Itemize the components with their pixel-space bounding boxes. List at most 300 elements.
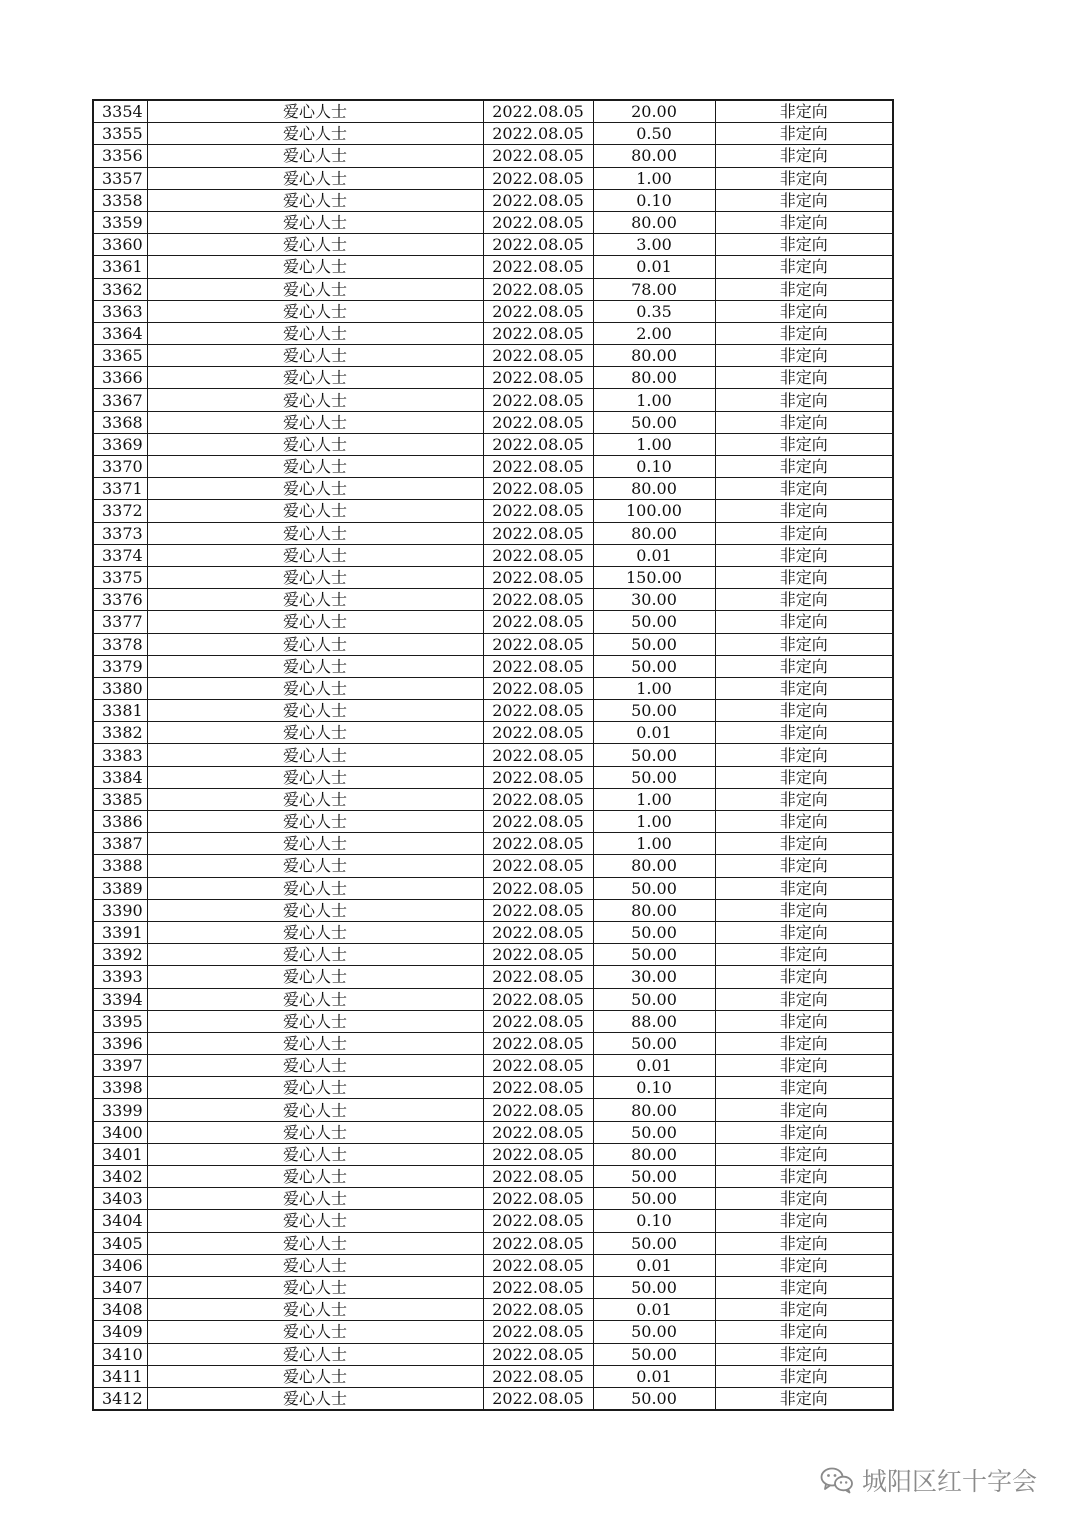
cell-donation-type: 非定向: [715, 478, 893, 500]
cell-donation-type: 非定向: [715, 544, 893, 566]
cell-amount: 50.00: [593, 988, 715, 1010]
cell-donation-type: 非定向: [715, 877, 893, 899]
cell-date: 2022.08.05: [483, 1387, 593, 1410]
cell-donor-name: 爱心人士: [147, 1254, 483, 1276]
cell-serial-number: 3388: [93, 855, 147, 877]
cell-donor-name: 爱心人士: [147, 211, 483, 233]
wechat-icon: [820, 1466, 854, 1494]
cell-amount: 80.00: [593, 145, 715, 167]
table-row: [93, 300, 893, 322]
cell-serial-number: 3365: [93, 345, 147, 367]
table-row: [93, 1032, 893, 1054]
cell-date: 2022.08.05: [483, 700, 593, 722]
table-row: [93, 811, 893, 833]
cell-serial-number: 3360: [93, 234, 147, 256]
cell-amount: 80.00: [593, 899, 715, 921]
table-row: [93, 145, 893, 167]
cell-donor-name: 爱心人士: [147, 522, 483, 544]
cell-donation-type: 非定向: [715, 788, 893, 810]
cell-amount: 50.00: [593, 744, 715, 766]
cell-serial-number: 3354: [93, 100, 147, 123]
cell-donation-type: 非定向: [715, 766, 893, 788]
cell-donor-name: 爱心人士: [147, 1365, 483, 1387]
cell-amount: 0.10: [593, 189, 715, 211]
cell-donation-type: 非定向: [715, 966, 893, 988]
cell-donation-type: 非定向: [715, 389, 893, 411]
cell-date: 2022.08.05: [483, 589, 593, 611]
cell-amount: 0.01: [593, 256, 715, 278]
cell-donor-name: 爱心人士: [147, 322, 483, 344]
cell-donation-type: 非定向: [715, 811, 893, 833]
table-row: [93, 611, 893, 633]
cell-donation-type: 非定向: [715, 1387, 893, 1410]
cell-date: 2022.08.05: [483, 123, 593, 145]
cell-serial-number: 3364: [93, 322, 147, 344]
cell-donation-type: 非定向: [715, 1321, 893, 1343]
cell-serial-number: 3390: [93, 899, 147, 921]
cell-serial-number: 3357: [93, 167, 147, 189]
table-row: [93, 966, 893, 988]
cell-donation-type: 非定向: [715, 655, 893, 677]
cell-date: 2022.08.05: [483, 722, 593, 744]
table-row: [93, 700, 893, 722]
cell-serial-number: 3398: [93, 1077, 147, 1099]
cell-donor-name: 爱心人士: [147, 744, 483, 766]
cell-serial-number: 3394: [93, 988, 147, 1010]
cell-serial-number: 3384: [93, 766, 147, 788]
cell-amount: 50.00: [593, 877, 715, 899]
cell-serial-number: 3411: [93, 1365, 147, 1387]
cell-serial-number: 3408: [93, 1299, 147, 1321]
cell-amount: 0.01: [593, 1299, 715, 1321]
cell-donor-name: 爱心人士: [147, 1210, 483, 1232]
cell-donor-name: 爱心人士: [147, 722, 483, 744]
watermark: [820, 1462, 1037, 1498]
cell-donation-type: 非定向: [715, 367, 893, 389]
cell-donation-type: 非定向: [715, 211, 893, 233]
cell-donation-type: 非定向: [715, 100, 893, 123]
cell-donation-type: 非定向: [715, 345, 893, 367]
cell-donor-name: 爱心人士: [147, 1343, 483, 1365]
cell-donor-name: 爱心人士: [147, 1099, 483, 1121]
table-row: [93, 522, 893, 544]
cell-donation-type: 非定向: [715, 500, 893, 522]
cell-date: 2022.08.05: [483, 1299, 593, 1321]
cell-date: 2022.08.05: [483, 766, 593, 788]
cell-date: 2022.08.05: [483, 256, 593, 278]
cell-amount: 50.00: [593, 1232, 715, 1254]
cell-serial-number: 3380: [93, 677, 147, 699]
cell-serial-number: 3378: [93, 633, 147, 655]
cell-donor-name: 爱心人士: [147, 1188, 483, 1210]
cell-donation-type: 非定向: [715, 1210, 893, 1232]
table-row: [93, 1210, 893, 1232]
cell-donation-type: 非定向: [715, 921, 893, 943]
cell-donor-name: 爱心人士: [147, 766, 483, 788]
table-row: [93, 1010, 893, 1032]
cell-amount: 1.00: [593, 167, 715, 189]
cell-donation-type: 非定向: [715, 123, 893, 145]
donation-rows: [93, 100, 893, 1410]
cell-date: 2022.08.05: [483, 456, 593, 478]
cell-serial-number: 3406: [93, 1254, 147, 1276]
cell-amount: 78.00: [593, 278, 715, 300]
cell-donation-type: 非定向: [715, 322, 893, 344]
cell-serial-number: 3355: [93, 123, 147, 145]
cell-donor-name: 爱心人士: [147, 544, 483, 566]
cell-amount: 80.00: [593, 478, 715, 500]
table-row: [93, 456, 893, 478]
table-row: [93, 566, 893, 588]
cell-amount: 30.00: [593, 966, 715, 988]
cell-date: 2022.08.05: [483, 1166, 593, 1188]
cell-donation-type: 非定向: [715, 1166, 893, 1188]
cell-serial-number: 3374: [93, 544, 147, 566]
cell-amount: 0.50: [593, 123, 715, 145]
table-row: [93, 766, 893, 788]
cell-amount: 50.00: [593, 944, 715, 966]
cell-donation-type: 非定向: [715, 522, 893, 544]
cell-serial-number: 3386: [93, 811, 147, 833]
cell-amount: 50.00: [593, 1321, 715, 1343]
cell-donor-name: 爱心人士: [147, 345, 483, 367]
cell-amount: 0.01: [593, 544, 715, 566]
table-row: [93, 1321, 893, 1343]
table-row: [93, 234, 893, 256]
table-row: [93, 1055, 893, 1077]
cell-donor-name: 爱心人士: [147, 189, 483, 211]
cell-amount: 2.00: [593, 322, 715, 344]
cell-donor-name: 爱心人士: [147, 1166, 483, 1188]
cell-donation-type: 非定向: [715, 611, 893, 633]
cell-amount: 50.00: [593, 1166, 715, 1188]
cell-serial-number: 3367: [93, 389, 147, 411]
cell-donation-type: 非定向: [715, 278, 893, 300]
cell-donor-name: 爱心人士: [147, 1055, 483, 1077]
cell-serial-number: 3404: [93, 1210, 147, 1232]
table-row: [93, 1166, 893, 1188]
cell-donor-name: 爱心人士: [147, 988, 483, 1010]
cell-serial-number: 3412: [93, 1387, 147, 1410]
cell-donor-name: 爱心人士: [147, 1232, 483, 1254]
cell-donation-type: 非定向: [715, 589, 893, 611]
cell-donation-type: 非定向: [715, 256, 893, 278]
cell-serial-number: 3407: [93, 1276, 147, 1298]
table-row: [93, 1387, 893, 1410]
cell-date: 2022.08.05: [483, 655, 593, 677]
table-row: [93, 677, 893, 699]
table-row: [93, 1143, 893, 1165]
cell-amount: 30.00: [593, 589, 715, 611]
cell-donation-type: 非定向: [715, 189, 893, 211]
cell-amount: 50.00: [593, 1387, 715, 1410]
cell-date: 2022.08.05: [483, 500, 593, 522]
cell-serial-number: 3410: [93, 1343, 147, 1365]
table-row: [93, 589, 893, 611]
cell-donation-type: 非定向: [715, 234, 893, 256]
cell-donor-name: 爱心人士: [147, 833, 483, 855]
cell-amount: 50.00: [593, 1032, 715, 1054]
cell-donation-type: 非定向: [715, 722, 893, 744]
cell-amount: 0.01: [593, 722, 715, 744]
cell-donation-type: 非定向: [715, 1032, 893, 1054]
cell-date: 2022.08.05: [483, 1143, 593, 1165]
cell-donation-type: 非定向: [715, 1099, 893, 1121]
cell-serial-number: 3392: [93, 944, 147, 966]
cell-date: 2022.08.05: [483, 234, 593, 256]
cell-serial-number: 3366: [93, 367, 147, 389]
cell-amount: 80.00: [593, 1143, 715, 1165]
table-row: [93, 411, 893, 433]
cell-donor-name: 爱心人士: [147, 123, 483, 145]
cell-date: 2022.08.05: [483, 611, 593, 633]
cell-serial-number: 3370: [93, 456, 147, 478]
cell-serial-number: 3372: [93, 500, 147, 522]
cell-amount: 50.00: [593, 766, 715, 788]
cell-amount: 1.00: [593, 433, 715, 455]
cell-donation-type: 非定向: [715, 700, 893, 722]
table-row: [93, 988, 893, 1010]
cell-donor-name: 爱心人士: [147, 788, 483, 810]
cell-donor-name: 爱心人士: [147, 367, 483, 389]
table-row: [93, 788, 893, 810]
cell-date: 2022.08.05: [483, 1254, 593, 1276]
cell-date: 2022.08.05: [483, 788, 593, 810]
cell-donation-type: 非定向: [715, 633, 893, 655]
table-row: [93, 1188, 893, 1210]
cell-donation-type: 非定向: [715, 944, 893, 966]
cell-donation-type: 非定向: [715, 677, 893, 699]
cell-donor-name: 爱心人士: [147, 700, 483, 722]
cell-date: 2022.08.05: [483, 189, 593, 211]
cell-donation-type: 非定向: [715, 1188, 893, 1210]
cell-donation-type: 非定向: [715, 988, 893, 1010]
cell-date: 2022.08.05: [483, 899, 593, 921]
cell-amount: 50.00: [593, 1276, 715, 1298]
cell-date: 2022.08.05: [483, 478, 593, 500]
cell-donor-name: 爱心人士: [147, 811, 483, 833]
cell-date: 2022.08.05: [483, 1365, 593, 1387]
table-row: [93, 1099, 893, 1121]
table-row: [93, 100, 893, 123]
cell-donor-name: 爱心人士: [147, 1143, 483, 1165]
cell-donor-name: 爱心人士: [147, 944, 483, 966]
cell-donor-name: 爱心人士: [147, 145, 483, 167]
cell-serial-number: 3402: [93, 1166, 147, 1188]
cell-serial-number: 3376: [93, 589, 147, 611]
cell-serial-number: 3368: [93, 411, 147, 433]
cell-serial-number: 3362: [93, 278, 147, 300]
cell-amount: 80.00: [593, 1099, 715, 1121]
cell-date: 2022.08.05: [483, 1032, 593, 1054]
cell-donation-type: 非定向: [715, 1232, 893, 1254]
cell-amount: 0.35: [593, 300, 715, 322]
cell-serial-number: 3369: [93, 433, 147, 455]
cell-date: 2022.08.05: [483, 1121, 593, 1143]
cell-donor-name: 爱心人士: [147, 899, 483, 921]
cell-donor-name: 爱心人士: [147, 1010, 483, 1032]
cell-amount: 1.00: [593, 811, 715, 833]
cell-date: 2022.08.05: [483, 389, 593, 411]
cell-serial-number: 3377: [93, 611, 147, 633]
table-row: [93, 211, 893, 233]
cell-date: 2022.08.05: [483, 100, 593, 123]
cell-date: 2022.08.05: [483, 744, 593, 766]
cell-serial-number: 3389: [93, 877, 147, 899]
cell-donor-name: 爱心人士: [147, 655, 483, 677]
cell-serial-number: 3382: [93, 722, 147, 744]
cell-serial-number: 3405: [93, 1232, 147, 1254]
cell-date: 2022.08.05: [483, 1321, 593, 1343]
cell-serial-number: 3393: [93, 966, 147, 988]
cell-amount: 80.00: [593, 367, 715, 389]
cell-amount: 50.00: [593, 633, 715, 655]
cell-donor-name: 爱心人士: [147, 433, 483, 455]
cell-date: 2022.08.05: [483, 522, 593, 544]
cell-donor-name: 爱心人士: [147, 855, 483, 877]
table-row: [93, 433, 893, 455]
cell-amount: 50.00: [593, 1121, 715, 1143]
cell-donation-type: 非定向: [715, 1365, 893, 1387]
cell-date: 2022.08.05: [483, 988, 593, 1010]
table-row: [93, 1343, 893, 1365]
cell-donor-name: 爱心人士: [147, 478, 483, 500]
cell-donation-type: 非定向: [715, 411, 893, 433]
cell-date: 2022.08.05: [483, 811, 593, 833]
cell-date: 2022.08.05: [483, 1055, 593, 1077]
table-row: [93, 544, 893, 566]
cell-serial-number: 3363: [93, 300, 147, 322]
cell-donation-type: 非定向: [715, 833, 893, 855]
cell-date: 2022.08.05: [483, 167, 593, 189]
cell-donor-name: 爱心人士: [147, 1387, 483, 1410]
cell-amount: 0.01: [593, 1055, 715, 1077]
cell-date: 2022.08.05: [483, 633, 593, 655]
cell-date: 2022.08.05: [483, 345, 593, 367]
cell-donation-type: 非定向: [715, 1010, 893, 1032]
cell-serial-number: 3373: [93, 522, 147, 544]
cell-donation-type: 非定向: [715, 456, 893, 478]
cell-date: 2022.08.05: [483, 1010, 593, 1032]
table-row: [93, 944, 893, 966]
cell-amount: 20.00: [593, 100, 715, 123]
cell-donor-name: 爱心人士: [147, 500, 483, 522]
cell-amount: 80.00: [593, 211, 715, 233]
cell-amount: 80.00: [593, 522, 715, 544]
cell-donor-name: 爱心人士: [147, 1321, 483, 1343]
cell-amount: 0.01: [593, 1365, 715, 1387]
cell-donor-name: 爱心人士: [147, 278, 483, 300]
cell-serial-number: 3403: [93, 1188, 147, 1210]
cell-amount: 88.00: [593, 1010, 715, 1032]
table-row: [93, 1077, 893, 1099]
cell-amount: 0.10: [593, 456, 715, 478]
cell-donation-type: 非定向: [715, 855, 893, 877]
table-row: [93, 1232, 893, 1254]
cell-amount: 0.10: [593, 1210, 715, 1232]
cell-amount: 1.00: [593, 833, 715, 855]
cell-amount: 0.01: [593, 1254, 715, 1276]
cell-donor-name: 爱心人士: [147, 256, 483, 278]
cell-donation-type: 非定向: [715, 145, 893, 167]
cell-date: 2022.08.05: [483, 1232, 593, 1254]
cell-donor-name: 爱心人士: [147, 633, 483, 655]
cell-amount: 150.00: [593, 566, 715, 588]
donation-table: [92, 99, 894, 1411]
table-row: [93, 123, 893, 145]
cell-date: 2022.08.05: [483, 411, 593, 433]
cell-amount: 50.00: [593, 1343, 715, 1365]
cell-date: 2022.08.05: [483, 433, 593, 455]
cell-amount: 50.00: [593, 655, 715, 677]
cell-date: 2022.08.05: [483, 278, 593, 300]
watermark-text: 城阳区红十字会: [862, 1467, 1038, 1496]
cell-serial-number: 3399: [93, 1099, 147, 1121]
cell-date: 2022.08.05: [483, 855, 593, 877]
cell-date: 2022.08.05: [483, 833, 593, 855]
table-row: [93, 855, 893, 877]
table-row: [93, 722, 893, 744]
cell-date: 2022.08.05: [483, 921, 593, 943]
cell-serial-number: 3371: [93, 478, 147, 500]
cell-amount: 50.00: [593, 611, 715, 633]
cell-serial-number: 3397: [93, 1055, 147, 1077]
cell-donation-type: 非定向: [715, 899, 893, 921]
table-row: [93, 256, 893, 278]
cell-serial-number: 3385: [93, 788, 147, 810]
cell-date: 2022.08.05: [483, 1099, 593, 1121]
cell-date: 2022.08.05: [483, 944, 593, 966]
cell-donor-name: 爱心人士: [147, 677, 483, 699]
cell-date: 2022.08.05: [483, 145, 593, 167]
cell-amount: 80.00: [593, 855, 715, 877]
cell-serial-number: 3391: [93, 921, 147, 943]
table-row: [93, 500, 893, 522]
cell-donation-type: 非定向: [715, 1299, 893, 1321]
cell-serial-number: 3356: [93, 145, 147, 167]
cell-serial-number: 3383: [93, 744, 147, 766]
table-row: [93, 278, 893, 300]
cell-donation-type: 非定向: [715, 1343, 893, 1365]
cell-donation-type: 非定向: [715, 1077, 893, 1099]
table-row: [93, 478, 893, 500]
table-row: [93, 744, 893, 766]
cell-serial-number: 3359: [93, 211, 147, 233]
cell-amount: 1.00: [593, 788, 715, 810]
table-row: [93, 389, 893, 411]
cell-donation-type: 非定向: [715, 433, 893, 455]
cell-date: 2022.08.05: [483, 1276, 593, 1298]
cell-donation-type: 非定向: [715, 1254, 893, 1276]
table-row: [93, 1299, 893, 1321]
table-row: [93, 1365, 893, 1387]
cell-donation-type: 非定向: [715, 300, 893, 322]
table-row: [93, 899, 893, 921]
table-row: [93, 1276, 893, 1298]
cell-serial-number: 3379: [93, 655, 147, 677]
cell-donation-type: 非定向: [715, 744, 893, 766]
table-row: [93, 655, 893, 677]
cell-date: 2022.08.05: [483, 1188, 593, 1210]
cell-serial-number: 3375: [93, 566, 147, 588]
cell-serial-number: 3387: [93, 833, 147, 855]
cell-amount: 3.00: [593, 234, 715, 256]
cell-date: 2022.08.05: [483, 544, 593, 566]
cell-donor-name: 爱心人士: [147, 389, 483, 411]
cell-amount: 1.00: [593, 389, 715, 411]
cell-donor-name: 爱心人士: [147, 100, 483, 123]
cell-donation-type: 非定向: [715, 167, 893, 189]
